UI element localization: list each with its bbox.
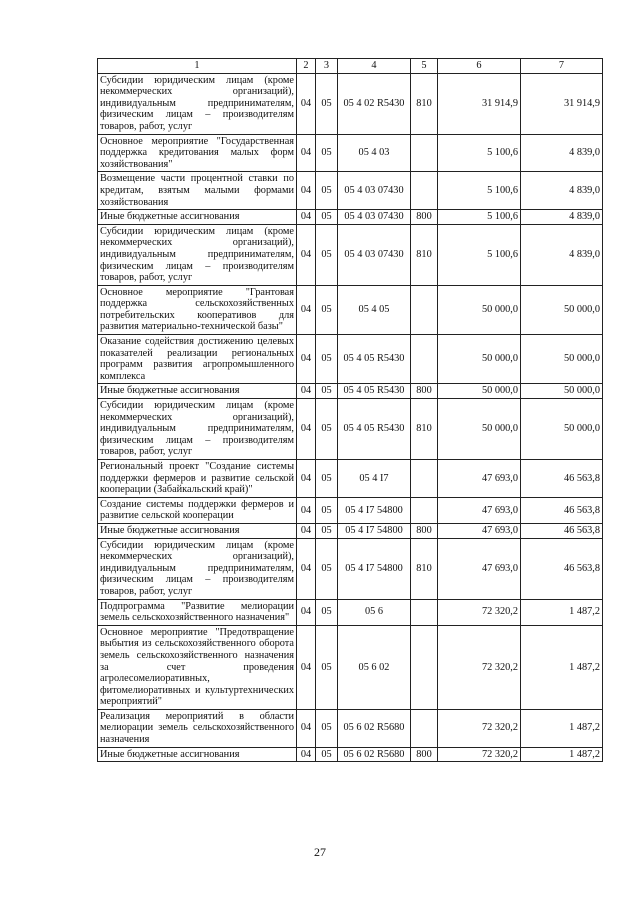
expense-type-cell: 800 <box>411 384 438 399</box>
table-row <box>98 399 603 460</box>
target-article-cell: 05 4 03 07430 <box>338 172 411 210</box>
row-name-cell: Реализация мероприятий в области мелиорации земель сельскохозяйственного назначения <box>98 709 297 747</box>
executed-amount-cell: 4 839,0 <box>521 224 603 285</box>
expense-type-cell: 800 <box>411 747 438 762</box>
target-article-cell: 05 4 03 07430 <box>338 210 411 225</box>
table-row <box>98 335 603 384</box>
executed-amount-cell: 46 563,8 <box>521 538 603 599</box>
row-name-cell: Иные бюджетные ассигнования <box>98 384 297 399</box>
executed-amount-cell: 4 839,0 <box>521 134 603 172</box>
section-code-cell: 04 <box>297 172 316 210</box>
expense-type-cell <box>411 335 438 384</box>
subsection-code-cell: 05 <box>316 625 338 709</box>
expense-type-cell <box>411 460 438 498</box>
executed-amount-cell: 31 914,9 <box>521 73 603 134</box>
planned-amount-cell: 47 693,0 <box>438 497 521 523</box>
expense-type-cell <box>411 285 438 334</box>
executed-amount-cell: 4 839,0 <box>521 210 603 225</box>
executed-amount-cell: 1 487,2 <box>521 709 603 747</box>
subsection-code-cell: 05 <box>316 599 338 625</box>
section-code-cell: 04 <box>297 625 316 709</box>
row-name-cell: Основное мероприятие "Государственная поддержка кредитования малых форм хозяйствования" <box>98 134 297 172</box>
planned-amount-cell: 5 100,6 <box>438 210 521 225</box>
planned-amount-cell: 5 100,6 <box>438 224 521 285</box>
subsection-code-cell: 05 <box>316 747 338 762</box>
planned-amount-cell: 5 100,6 <box>438 134 521 172</box>
target-article-cell: 05 4 I7 <box>338 460 411 498</box>
row-name-cell: Субсидии юридическим лицам (кроме некоммерческих организаций), индивидуальным предпринимателям, физическим лицам – производителям товаров, работ, услуг <box>98 224 297 285</box>
section-code-cell: 04 <box>297 73 316 134</box>
table-row <box>98 747 603 762</box>
planned-amount-cell: 50 000,0 <box>438 335 521 384</box>
planned-amount-cell: 47 693,0 <box>438 460 521 498</box>
row-name-cell: Субсидии юридическим лицам (кроме некоммерческих организаций), индивидуальным предпринимателям, физическим лицам – производителям товаров, работ, услуг <box>98 538 297 599</box>
executed-amount-cell: 50 000,0 <box>521 285 603 334</box>
row-name-cell: Основное мероприятие "Предотвращение выбытия из сельскохозяйственного оборота земель сельскохозяйственного назначения за счет проведения агролесомелиоративных, фитомелиоративных и культуртехнических мероприятий" <box>98 625 297 709</box>
table-body <box>98 73 603 762</box>
planned-amount-cell: 72 320,2 <box>438 625 521 709</box>
table-row <box>98 538 603 599</box>
executed-amount-cell: 1 487,2 <box>521 599 603 625</box>
planned-amount-cell: 47 693,0 <box>438 523 521 538</box>
header-cell: 6 <box>438 59 521 74</box>
row-name-cell: Субсидии юридическим лицам (кроме некоммерческих организаций), индивидуальным предпринимателям, физическим лицам – производителям товаров, работ, услуг <box>98 399 297 460</box>
target-article-cell: 05 4 I7 54800 <box>338 497 411 523</box>
target-article-cell: 05 4 05 R5430 <box>338 335 411 384</box>
header-cell: 4 <box>338 59 411 74</box>
expense-type-cell <box>411 625 438 709</box>
table-row <box>98 73 603 134</box>
row-name-cell: Иные бюджетные ассигнования <box>98 523 297 538</box>
target-article-cell: 05 4 05 R5430 <box>338 384 411 399</box>
executed-amount-cell: 50 000,0 <box>521 384 603 399</box>
row-name-cell: Оказание содействия достижению целевых показателей реализации региональных программ развития агропромышленного комплекса <box>98 335 297 384</box>
executed-amount-cell: 46 563,8 <box>521 460 603 498</box>
page-number: 27 <box>314 845 326 859</box>
header-cell: 7 <box>521 59 603 74</box>
table-row <box>98 224 603 285</box>
target-article-cell: 05 4 05 R5430 <box>338 399 411 460</box>
expense-type-cell: 810 <box>411 73 438 134</box>
table-row <box>98 285 603 334</box>
target-article-cell: 05 4 I7 54800 <box>338 538 411 599</box>
table-header-row <box>98 59 603 74</box>
subsection-code-cell: 05 <box>316 460 338 498</box>
planned-amount-cell: 5 100,6 <box>438 172 521 210</box>
section-code-cell: 04 <box>297 599 316 625</box>
section-code-cell: 04 <box>297 384 316 399</box>
section-code-cell: 04 <box>297 460 316 498</box>
table-row <box>98 497 603 523</box>
table-row <box>98 625 603 709</box>
section-code-cell: 04 <box>297 134 316 172</box>
subsection-code-cell: 05 <box>316 399 338 460</box>
planned-amount-cell: 72 320,2 <box>438 599 521 625</box>
target-article-cell: 05 6 02 R5680 <box>338 709 411 747</box>
executed-amount-cell: 50 000,0 <box>521 399 603 460</box>
row-name-cell: Субсидии юридическим лицам (кроме некоммерческих организаций), индивидуальным предпринимателям, физическим лицам – производителям товаров, работ, услуг <box>98 73 297 134</box>
section-code-cell: 04 <box>297 747 316 762</box>
subsection-code-cell: 05 <box>316 73 338 134</box>
row-name-cell: Создание системы поддержки фермеров и развитие сельской кооперации <box>98 497 297 523</box>
planned-amount-cell: 47 693,0 <box>438 538 521 599</box>
section-code-cell: 04 <box>297 538 316 599</box>
executed-amount-cell: 46 563,8 <box>521 523 603 538</box>
header-cell: 3 <box>316 59 338 74</box>
planned-amount-cell: 50 000,0 <box>438 384 521 399</box>
section-code-cell: 04 <box>297 285 316 334</box>
subsection-code-cell: 05 <box>316 523 338 538</box>
table-row <box>98 709 603 747</box>
section-code-cell: 04 <box>297 709 316 747</box>
table-row <box>98 523 603 538</box>
section-code-cell: 04 <box>297 335 316 384</box>
expense-type-cell: 810 <box>411 538 438 599</box>
header-cell: 5 <box>411 59 438 74</box>
planned-amount-cell: 50 000,0 <box>438 285 521 334</box>
executed-amount-cell: 1 487,2 <box>521 625 603 709</box>
planned-amount-cell: 72 320,2 <box>438 709 521 747</box>
executed-amount-cell: 50 000,0 <box>521 335 603 384</box>
executed-amount-cell: 4 839,0 <box>521 172 603 210</box>
expense-type-cell <box>411 134 438 172</box>
expense-type-cell: 800 <box>411 210 438 225</box>
table-row <box>98 599 603 625</box>
expense-type-cell: 800 <box>411 523 438 538</box>
target-article-cell: 05 4 I7 54800 <box>338 523 411 538</box>
section-code-cell: 04 <box>297 210 316 225</box>
subsection-code-cell: 05 <box>316 285 338 334</box>
section-code-cell: 04 <box>297 497 316 523</box>
target-article-cell: 05 4 02 R5430 <box>338 73 411 134</box>
target-article-cell: 05 4 05 <box>338 285 411 334</box>
expense-type-cell <box>411 709 438 747</box>
section-code-cell: 04 <box>297 523 316 538</box>
subsection-code-cell: 05 <box>316 210 338 225</box>
subsection-code-cell: 05 <box>316 335 338 384</box>
planned-amount-cell: 72 320,2 <box>438 747 521 762</box>
executed-amount-cell: 1 487,2 <box>521 747 603 762</box>
expense-type-cell <box>411 172 438 210</box>
expense-type-cell: 810 <box>411 399 438 460</box>
executed-amount-cell: 46 563,8 <box>521 497 603 523</box>
subsection-code-cell: 05 <box>316 538 338 599</box>
row-name-cell: Подпрограмма "Развитие мелиорации земель сельскохозяйственного назначения" <box>98 599 297 625</box>
target-article-cell: 05 4 03 07430 <box>338 224 411 285</box>
subsection-code-cell: 05 <box>316 134 338 172</box>
table-row <box>98 460 603 498</box>
header-cell: 1 <box>98 59 297 74</box>
section-code-cell: 04 <box>297 224 316 285</box>
row-name-cell: Возмещение части процентной ставки по кредитам, взятым малыми формами хозяйствования <box>98 172 297 210</box>
expense-type-cell <box>411 497 438 523</box>
table-row <box>98 134 603 172</box>
subsection-code-cell: 05 <box>316 172 338 210</box>
subsection-code-cell: 05 <box>316 497 338 523</box>
planned-amount-cell: 50 000,0 <box>438 399 521 460</box>
subsection-code-cell: 05 <box>316 709 338 747</box>
target-article-cell: 05 4 03 <box>338 134 411 172</box>
row-name-cell: Иные бюджетные ассигнования <box>98 747 297 762</box>
row-name-cell: Региональный проект "Создание системы поддержки фермеров и развитие сельской кооперации (Забайкальский край)" <box>98 460 297 498</box>
subsection-code-cell: 05 <box>316 224 338 285</box>
target-article-cell: 05 6 02 R5680 <box>338 747 411 762</box>
target-article-cell: 05 6 <box>338 599 411 625</box>
header-cell: 2 <box>297 59 316 74</box>
section-code-cell: 04 <box>297 399 316 460</box>
subsection-code-cell: 05 <box>316 384 338 399</box>
table-row <box>98 172 603 210</box>
planned-amount-cell: 31 914,9 <box>438 73 521 134</box>
table-row <box>98 210 603 225</box>
expense-type-cell <box>411 599 438 625</box>
row-name-cell: Иные бюджетные ассигнования <box>98 210 297 225</box>
table-row <box>98 384 603 399</box>
budget-table <box>97 58 603 762</box>
row-name-cell: Основное мероприятие "Грантовая поддержка сельскохозяйственных потребительских кооперативов для развития материально-технической базы" <box>98 285 297 334</box>
expense-type-cell: 810 <box>411 224 438 285</box>
target-article-cell: 05 6 02 <box>338 625 411 709</box>
